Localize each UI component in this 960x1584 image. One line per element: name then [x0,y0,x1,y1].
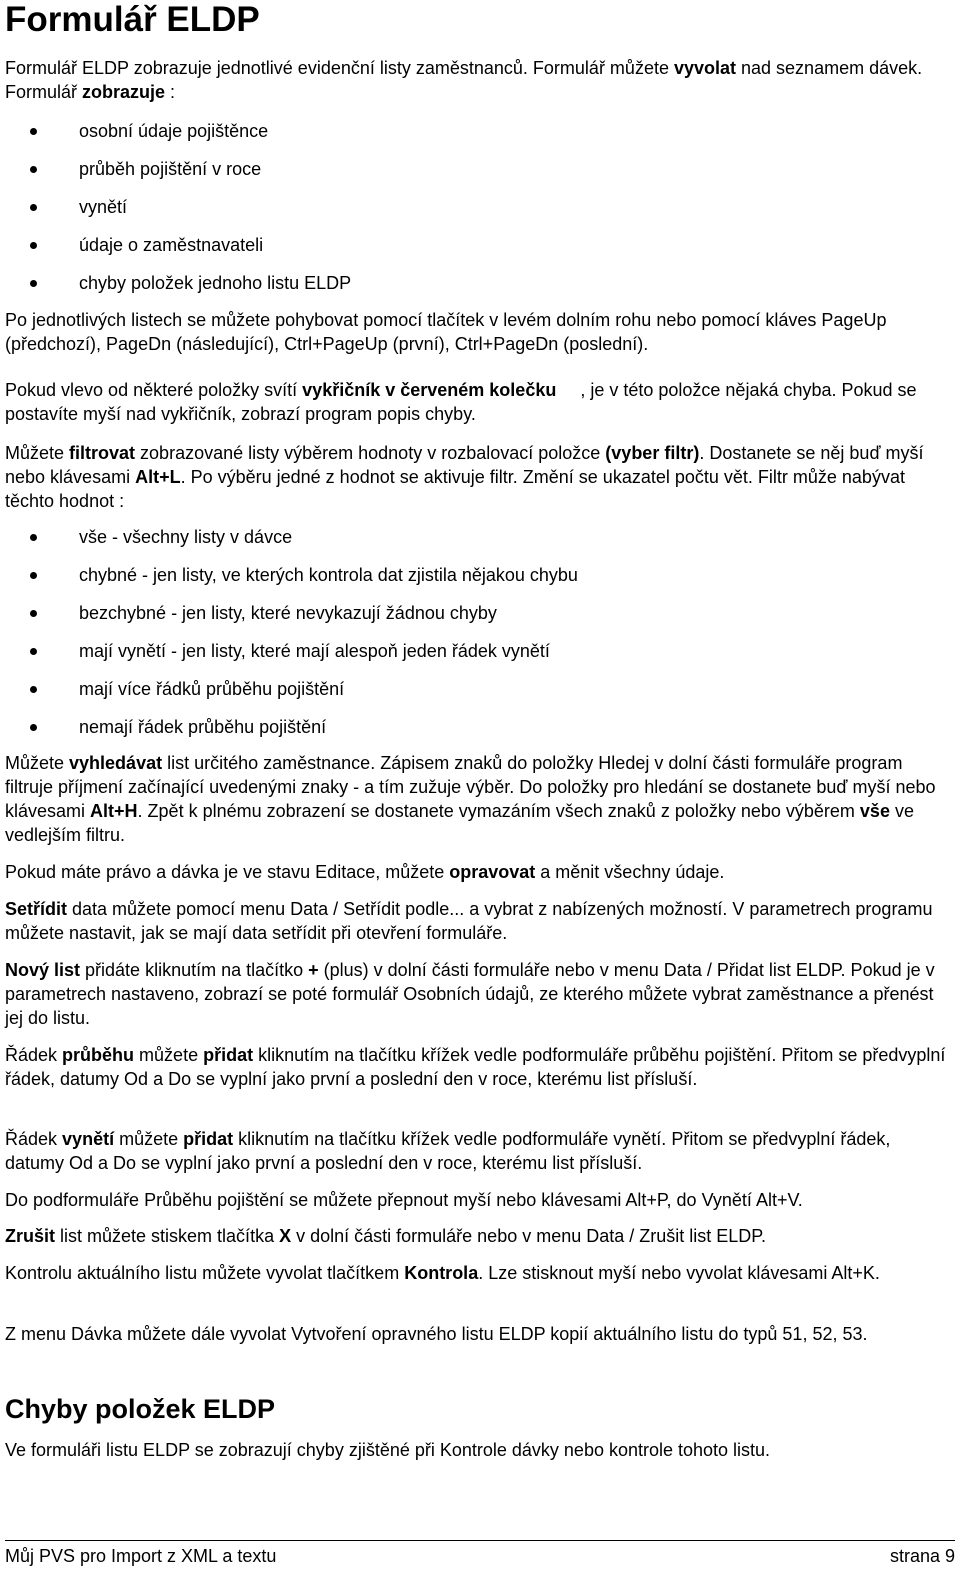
menu-paragraph: Z menu Dávka můžete dále vyvolat Vytvoření opravného listu ELDP kopií aktuálního listu do typů 51, 52, 53. [5,1324,868,1344]
new-list-paragraph: Nový list přidáte kliknutím na tlačítko + (plus) v dolní části formuláře nebo v menu Data / Přidat list ELDP. Pokud je v parametrech nastaveno, zobrazí se poté formulář Osobních údajů, ze kterého můžete vybrat zaměstnance a přenést jej do listu. [5,960,935,1028]
bullet-icon [30,128,37,135]
check-paragraph: Kontrolu aktuálního listu můžete vyvolat tlačítkem Kontrola. Lze stisknout myší nebo vyvolat klávesami Alt+K. [5,1263,880,1283]
search-paragraph: Můžete vyhledávat list určitého zaměstnance. Zápisem znaků do položky Hledej v dolní části formuláře program filtruje příjmení začínající uvedenými znaky - a tím zužuje výběr. Do položky pro hledání se dostanete buď myší nebo klávesami Alt+H. Zpět k plnému zobrazení se dostanete vymazáním všech znaků z položky nebo výběrem vše ve vedlejším filtru. [5,753,936,845]
page-number: strana 9 [889,1546,955,1566]
bullet-icon [30,610,37,617]
insurance-row-paragraph: Řádek průběhu můžete přidat kliknutím na tlačítku křížek vedle podformuláře průběhu pojištění. Přitom se předvyplní řádek, datumy Od a Do se vyplní jako první a poslední den v roce, kterému list přísluší. [5,1045,946,1089]
bullet-icon [30,280,37,287]
intro-paragraph: Formulář ELDP zobrazuje jednotlivé evidenční listy zaměstnanců. Formulář můžete vyvolat nad seznamem dávek. Formulář zobrazuje : [5,58,923,102]
section-heading: Chyby položek ELDP [5,1394,276,1424]
bullet-icon [30,572,37,579]
bullet-icon [30,204,37,211]
filter-paragraph: Můžete filtrovat zobrazované listy výběrem hodnoty v rozbalovací položce (vyber filtr). Dostanete se něj buď myší nebo klávesami Alt+L. Po výběru jedné z hodnot se aktivuje filtr. Změní se ukazatel počtu vět. Filtr může nabývat těchto hodnot : [5,443,924,511]
bullet-icon [30,724,37,731]
navigation-paragraph: Po jednotlivých listech se můžete pohybovat pomocí tlačítek v levém dolním rohu nebo pomocí kláves PageUp (předchozí), PageDn (následující), Ctrl+PageUp (první), Ctrl+PageDn (poslední). [5,310,887,354]
sort-paragraph: Setřídit data můžete pomocí menu Data / Setřídit podle... a vybrat z nabízených možností. V parametrech programu můžete nastavit, jak se mají data setřídit při otevření formuláře. [5,899,933,943]
bullet-icon [30,166,37,173]
footer-title: Můj PVS pro Import z XML a textu [5,1546,277,1566]
edit-paragraph: Pokud máte právo a dávka je ve stavu Editace, můžete opravovat a měnit všechny údaje. [5,862,725,882]
footer-divider [5,1540,955,1541]
exclusion-row-paragraph: Řádek vynětí můžete přidat kliknutím na tlačítku křížek vedle podformuláře vynětí. Přitom se předvyplní řádek, datumy Od a Do se vyplní jako první a poslední den v roce, kterému list přísluší. [5,1129,891,1173]
page-title: Formulář ELDP [5,0,260,39]
cancel-paragraph: Zrušit list můžete stiskem tlačítka X v dolní části formuláře nebo v menu Data / Zrušit list ELDP. [5,1226,766,1246]
bullet-icon [30,686,37,693]
switch-paragraph: Do podformuláře Průběhu pojištění se můžete přepnout myší nebo klávesami Alt+P, do Vynětí Alt+V. [5,1190,803,1210]
error-paragraph: Pokud vlevo od některé položky svítí vykřičník v červeném kolečku , je v této položce nějaká chyba. Pokud se postavíte myší nad vykřičník, zobrazí program popis chyby. [5,380,917,424]
bullet-icon [30,648,37,655]
bullet-icon [30,534,37,541]
errors-paragraph: Ve formuláři listu ELDP se zobrazují chyby zjištěné při Kontrole dávky nebo kontrole tohoto listu. [5,1440,771,1460]
bullet-icon [30,242,37,249]
